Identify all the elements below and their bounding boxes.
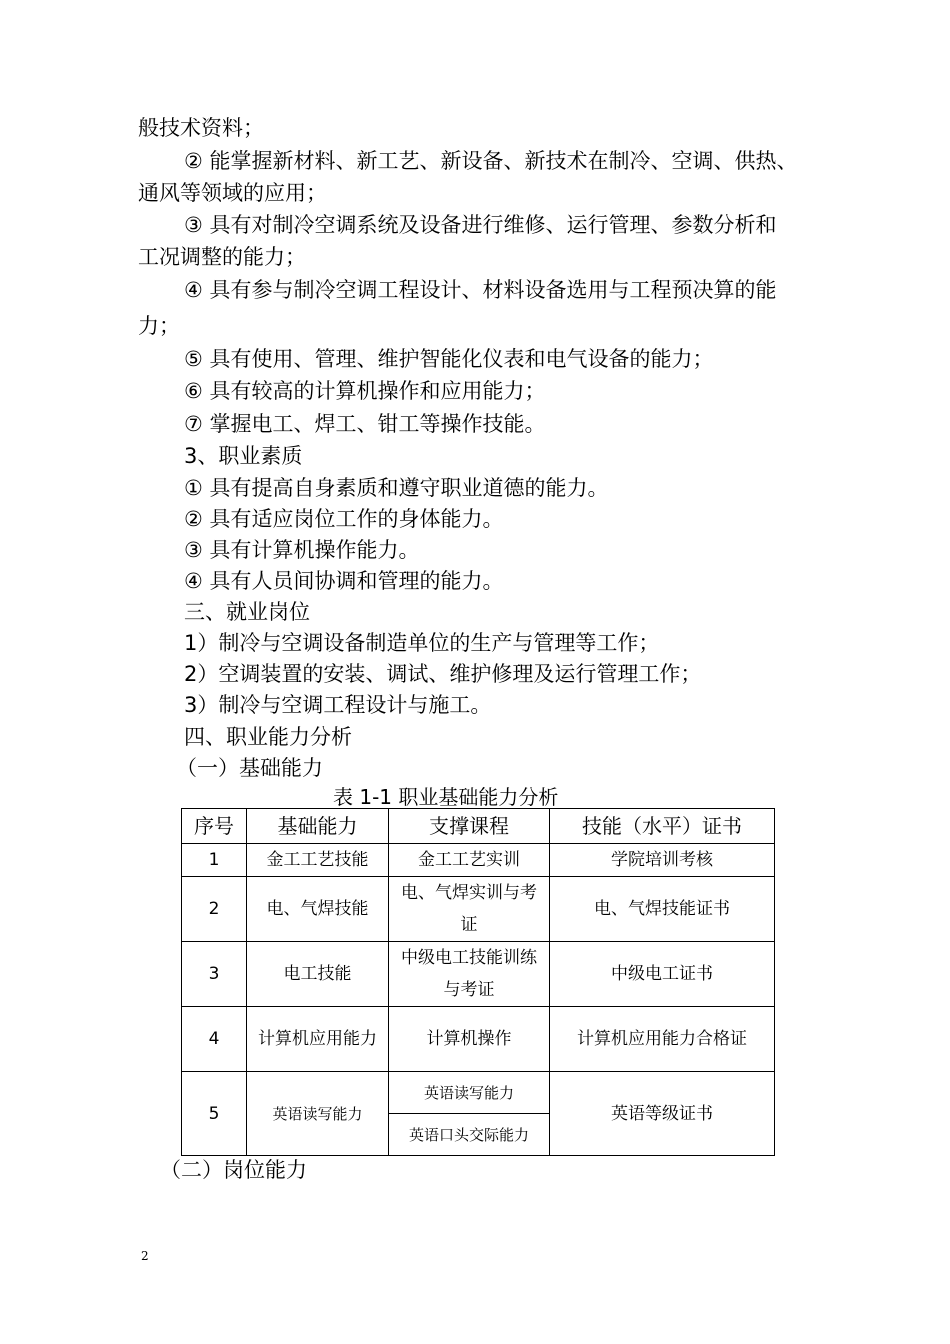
text-line: 3）制冷与空调工程设计与施工。 xyxy=(184,693,492,717)
table-row xyxy=(182,1072,775,1114)
text-line: ⑦ 掌握电工、焊工、钳工等操作技能。 xyxy=(184,412,546,436)
table-cell: 2 xyxy=(182,877,247,942)
table-cell: 计算机应用能力合格证 xyxy=(550,1007,775,1072)
header-cell: 支撑课程 xyxy=(389,809,550,844)
text-line: ② 能掌握新材料、新工艺、新设备、新技术在制冷、空调、供热、 xyxy=(184,149,798,173)
table-header-row xyxy=(182,809,775,844)
text-line: ① 具有提高自身素质和遵守职业道德的能力。 xyxy=(184,476,609,500)
table-cell: 金工工艺技能 xyxy=(247,844,389,877)
text-line: 3、职业素质 xyxy=(184,444,303,468)
table-cell: 中级电工证书 xyxy=(550,942,775,1007)
text-line: 1）制冷与空调设备制造单位的生产与管理等工作； xyxy=(184,631,660,655)
text-line: 2）空调装置的安装、调试、维护修理及运行管理工作； xyxy=(184,662,702,686)
table-cell: 电、气焊实训与考证 xyxy=(389,877,550,942)
text-line: 四、职业能力分析 xyxy=(184,725,352,749)
table-caption: 表 1-1 职业基础能力分析 xyxy=(333,785,559,809)
table-row xyxy=(182,844,775,877)
table-cell: 计算机操作 xyxy=(389,1007,550,1072)
text-line: ⑤ 具有使用、管理、维护智能化仪表和电气设备的能力； xyxy=(184,347,714,371)
table-cell: 3 xyxy=(182,942,247,1007)
text-line: 力； xyxy=(138,314,180,338)
text-line: ④ 具有参与制冷空调工程设计、材料设备选用与工程预决算的能 xyxy=(184,278,777,302)
table-cell: 英语读写能力 xyxy=(247,1072,389,1156)
section-heading: （二）岗位能力 xyxy=(160,1158,307,1182)
table-row xyxy=(182,877,775,942)
text-line: （一）基础能力 xyxy=(176,756,323,780)
text-line: ③ 具有计算机操作能力。 xyxy=(184,538,420,562)
table-row xyxy=(182,942,775,1007)
table-cell: 电、气焊技能 xyxy=(247,877,389,942)
text-line: ③ 具有对制冷空调系统及设备进行维修、运行管理、参数分析和 xyxy=(184,213,777,237)
table-cell: 中级电工技能训练与考证 xyxy=(389,942,550,1007)
table-cell: 英语等级证书 xyxy=(550,1072,775,1156)
table-cell: 计算机应用能力 xyxy=(247,1007,389,1072)
text-line: ⑥ 具有较高的计算机操作和应用能力； xyxy=(184,379,546,403)
ability-table xyxy=(181,808,775,1156)
text-line: 般技术资料； xyxy=(138,116,264,140)
text-line: 三、就业岗位 xyxy=(184,600,310,624)
text-line: ② 具有适应岗位工作的身体能力。 xyxy=(184,507,504,531)
table-cell: 1 xyxy=(182,844,247,877)
table-cell: 电、气焊技能证书 xyxy=(550,877,775,942)
table-cell: 英语口头交际能力 xyxy=(389,1114,550,1156)
table-cell: 电工技能 xyxy=(247,942,389,1007)
table-row xyxy=(182,1007,775,1072)
text-line: 通风等领域的应用； xyxy=(138,181,327,205)
text-line: 工况调整的能力； xyxy=(138,245,306,269)
text-line: ④ 具有人员间协调和管理的能力。 xyxy=(184,569,504,593)
table-cell: 4 xyxy=(182,1007,247,1072)
table-cell: 英语读写能力 xyxy=(389,1072,550,1114)
table-cell: 学院培训考核 xyxy=(550,844,775,877)
header-cell: 序号 xyxy=(182,809,247,844)
header-cell: 基础能力 xyxy=(247,809,389,844)
header-cell: 技能（水平）证书 xyxy=(550,809,775,844)
page-number: 2 xyxy=(141,1249,149,1263)
table-cell: 金工工艺实训 xyxy=(389,844,550,877)
table-cell: 5 xyxy=(182,1072,247,1156)
